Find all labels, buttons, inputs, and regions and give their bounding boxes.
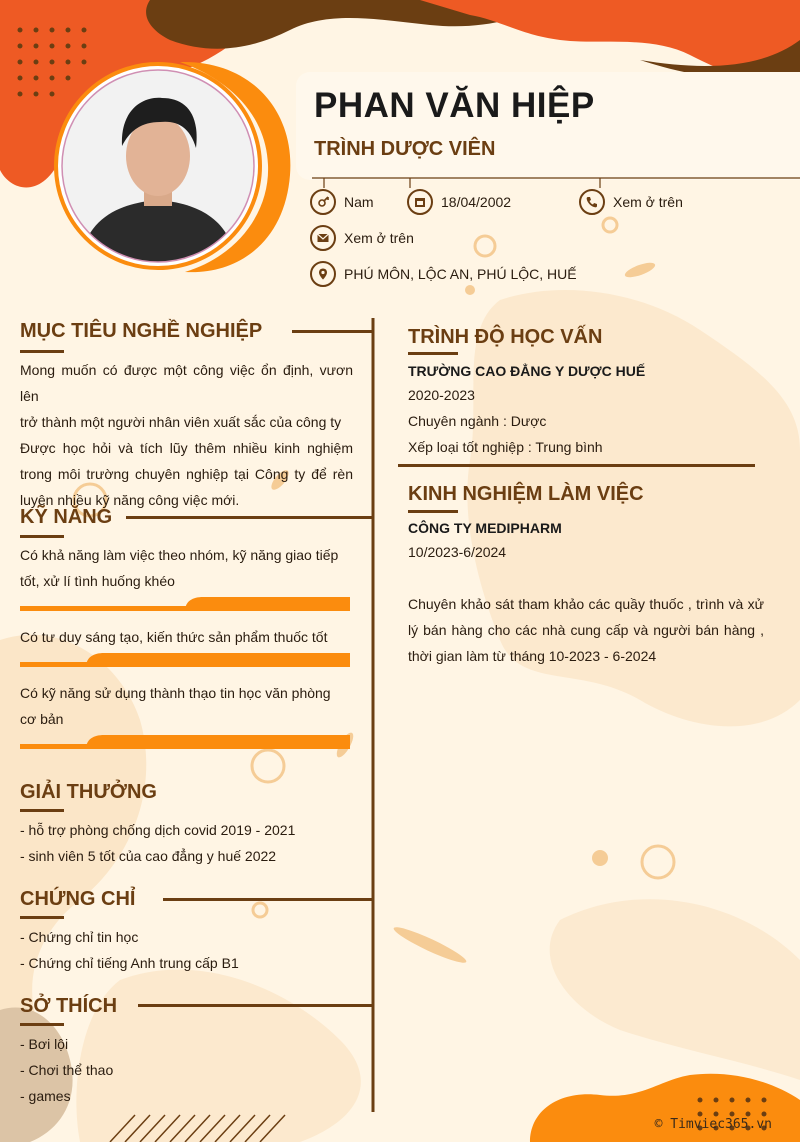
certificate-item: - Chứng chỉ tiếng Anh trung cấp B1	[20, 955, 239, 971]
skill-level-bar	[20, 735, 350, 749]
experience-period: 10/2023-6/2024	[408, 544, 507, 560]
phone-icon	[579, 189, 605, 215]
skill-item: Có tư duy sáng tạo, kiến thức sản phẩm thuốc tốt	[20, 629, 328, 645]
skill-item: Có kỹ năng sử dụng thành thạo tin học văn phòng cơ bản	[20, 685, 331, 727]
education-details	[408, 382, 603, 460]
email-value: Xem ở trên	[344, 230, 414, 246]
objective-title: MỤC TIÊU NGHỀ NGHIỆP	[20, 320, 263, 342]
award-item: - hỗ trợ phòng chống dịch covid 2019 - 2021	[20, 822, 296, 838]
location-icon	[310, 261, 336, 287]
certificates-list	[20, 924, 239, 976]
awards-list	[20, 817, 295, 869]
experience-description: Chuyên khảo sát tham khảo các quầy thuốc , trình và xử lý bán hàng cho các nhà cung cấp và người bán hàng , thời gian làm từ tháng 10-2023 - 6-2024	[408, 596, 764, 664]
hobbies-title: SỞ THÍCH	[20, 995, 118, 1017]
skill-bar-fill	[86, 735, 350, 749]
certificate-item: - Chứng chỉ tin học	[20, 929, 139, 945]
award-item: - sinh viên 5 tốt của cao đẳng y huế 2022	[20, 848, 277, 864]
objective-text: Mong muốn có được một công việc ổn định, vươn lên trở thành một người nhân viên xuất sắc của công ty Được học hỏi và tích lũy thêm nhiều kinh nghiệm trong môi trường chuyên nghiệp tại Công ty để rèn luyện nhiều kỹ năng công việc mới.	[20, 362, 353, 508]
education-grade: Xếp loại tốt nghiệp : Trung bình	[408, 439, 603, 455]
job-title: TRÌNH DƯỢC VIÊN	[314, 138, 496, 160]
candidate-name: PHAN VĂN HIỆP	[314, 86, 595, 125]
skill-bar-fill	[86, 653, 350, 667]
birthdate-value: 18/04/2002	[441, 194, 512, 210]
education-title: TRÌNH ĐỘ HỌC VẤN	[408, 326, 603, 348]
gender-value: Nam	[344, 194, 374, 210]
watermark: © Timviec365.vn	[654, 1117, 772, 1132]
education-school: TRƯỜNG CAO ĐẲNG Y DƯỢC HUẾ	[408, 363, 646, 379]
skill-item: Có khả năng làm việc theo nhóm, kỹ năng giao tiếp tốt, xử lí tình huống khéo	[20, 547, 339, 589]
gender-icon	[310, 189, 336, 215]
skill-level-bar	[20, 597, 350, 611]
avatar	[60, 68, 256, 264]
hobby-item: - Chơi thể thao	[20, 1062, 114, 1078]
experience-title: KINH NGHIỆM LÀM VIỆC	[408, 483, 644, 505]
skills-title: KỸ NĂNG	[20, 506, 113, 528]
awards-title: GIẢI THƯỞNG	[20, 781, 157, 803]
skill-level-bar	[20, 653, 350, 667]
phone-value: Xem ở trên	[613, 194, 683, 210]
address-value: PHÚ MÔN, LỘC AN, PHÚ LỘC, HUẾ	[344, 266, 577, 282]
experience-company: CÔNG TY MEDIPHARM	[408, 520, 562, 536]
hobbies-list	[20, 1031, 113, 1109]
education-major: Chuyên ngành : Dược	[408, 413, 547, 429]
certificates-title: CHỨNG CHỈ	[20, 888, 136, 910]
mail-icon	[310, 225, 336, 251]
calendar-icon	[407, 189, 433, 215]
skill-bar-fill	[185, 597, 350, 611]
hobby-item: - games	[20, 1088, 71, 1104]
education-years: 2020-2023	[408, 387, 475, 403]
hobby-item: - Bơi lội	[20, 1036, 69, 1052]
